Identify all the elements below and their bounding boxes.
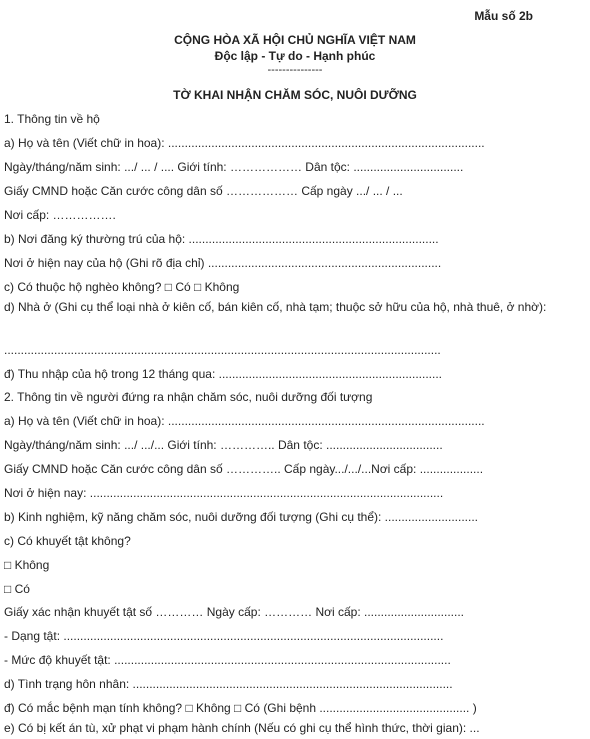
field-caregiver-full-name: a) Họ và tên (Viết chữ in hoa): ............................................................................................... (4, 414, 485, 428)
field-household-income: đ) Thu nhập của hộ trong 12 tháng qua: ................................................................... (4, 367, 442, 381)
field-disability-level: - Mức độ khuyết tật: ..................................................................................................... (4, 653, 451, 667)
field-caregiver-experience: b) Kinh nghiệm, kỹ năng chăm sóc, nuôi dưỡng đối tượng (Ghi cụ thể): ............................ (4, 510, 479, 524)
field-household-current-address: Nơi ở hiện nay của hộ (Ghi rõ địa chỉ) ...................................................................... (4, 256, 442, 270)
field-household-birth-gender-ethnicity: Ngày/tháng/năm sinh: .../ ... / .... Giới tính: ……………… Dân tộc: ................................. (4, 160, 464, 174)
field-caregiver-id-card: Giấy CMND hoặc Căn cước công dân số ………….. Cấp ngày.../.../...Nơi cấp: ................... (4, 462, 484, 476)
section-1-heading: 1. Thông tin về hộ (4, 112, 100, 126)
field-household-permanent-residence: b) Nơi đăng ký thường trú của hộ: ........................................................................... (4, 232, 439, 246)
national-motto: Độc lập - Tự do - Hạnh phúc (214, 49, 376, 63)
country-name: CỘNG HÒA XÃ HỘI CHỦ NGHĨA VIỆT NAM (174, 33, 416, 47)
field-housing-blank: ................................................................................................................................... (4, 343, 441, 357)
field-caregiver-current-address: Nơi ở hiện nay: .......................................................................................................... (4, 486, 444, 500)
field-caregiver-birth-gender-ethnicity: Ngày/tháng/năm sinh: .../ .../... Giới tính: ………….. Dân tộc: ................................... (4, 438, 443, 452)
option-disability-no: □ Không (4, 558, 50, 572)
field-marital-status: d) Tình trạng hôn nhân: ................................................................................................ (4, 677, 453, 691)
field-disability-question: c) Có khuyết tật không? (4, 534, 131, 548)
field-chronic-illness: đ) Có mắc bệnh mạn tính không? □ Không □ Có (Ghi bệnh ............................................. ) (4, 701, 477, 715)
field-poor-household: c) Có thuộc hộ nghèo không? □ Có □ Không (4, 280, 240, 294)
section-2-heading: 2. Thông tin về người đứng ra nhận chăm sóc, nuôi dưỡng đối tượng (4, 390, 373, 404)
field-household-place-of-issue: Nơi cấp: ……………. (4, 208, 116, 222)
document-header (0, 33, 590, 76)
document-title: TỜ KHAI NHẬN CHĂM SÓC, NUÔI DƯỠNG (173, 88, 417, 102)
option-disability-yes: □ Có (4, 582, 30, 596)
form-number: Mẫu số 2b (474, 9, 533, 23)
field-disability-certificate: Giấy xác nhận khuyết tật số ………… Ngày cấp: ………… Nơi cấp: .............................. (4, 605, 465, 619)
field-disability-type: - Dạng tật: .................................................................................................................. (4, 629, 444, 643)
field-household-full-name: a) Họ và tên (Viết chữ in hoa): ............................................................................................... (4, 136, 485, 150)
field-household-id-card: Giấy CMND hoặc Căn cước công dân số ……………… Cấp ngày .../ ... / ... (4, 184, 403, 198)
field-criminal-record: e) Có bị kết án tù, xử phạt vi phạm hành chính (Nếu có ghi cụ thể hình thức, thời gian): ... (4, 721, 480, 735)
header-separator: --------------- (267, 64, 323, 76)
field-housing: d) Nhà ở (Ghi cụ thể loại nhà ở kiên cố, bán kiên cố, nhà tạm; thuộc sở hữu của hộ, nhà thuê, ở nhờ): (4, 300, 547, 314)
